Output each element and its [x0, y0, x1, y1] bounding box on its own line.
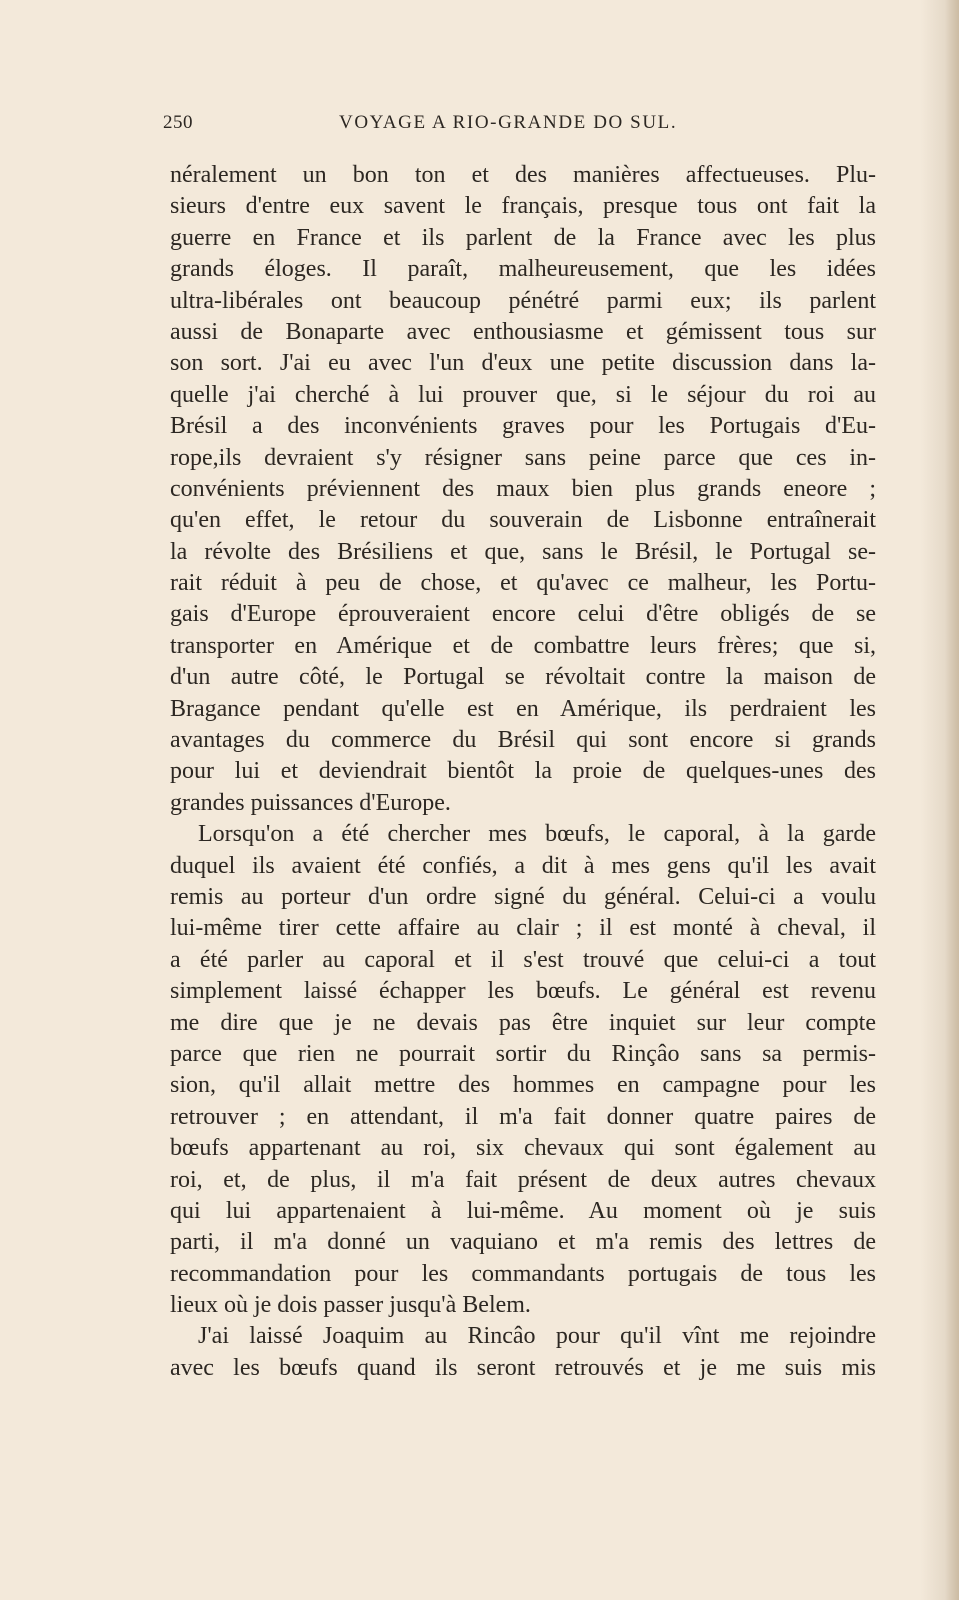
text-line-paragraph-end: grandes puissances d'Europe.	[170, 789, 451, 816]
text-line: sion, qu'il allait mettre des hommes en campagne pour les	[170, 1072, 876, 1099]
text-line: convénients préviennent des maux bien plus grands eneore ;	[170, 475, 876, 502]
text-line: avantages du commerce du Brésil qui sont encore si grands	[170, 727, 876, 754]
text-line: rope,ils devraient s'y résigner sans peine parce que ces in-	[170, 444, 876, 471]
text-line: duquel ils avaient été confiés, a dit à mes gens qu'il les avait	[170, 852, 876, 879]
text-line: guerre en France et ils parlent de la France avec les plus	[170, 224, 876, 251]
text-line: avec les bœufs quand ils seront retrouvés et je me suis mis	[170, 1354, 876, 1381]
text-line: Bragance pendant qu'elle est en Amérique, ils perdraient les	[170, 695, 876, 722]
text-line: grands éloges. Il paraît, malheureusement, que les idées	[170, 256, 876, 283]
text-line: néralement un bon ton et des manières affectueuses. Plu-	[170, 162, 876, 188]
running-header	[163, 112, 875, 142]
page-number: 250	[163, 112, 193, 133]
body-text	[170, 160, 876, 1384]
text-line: la révolte des Brésiliens et que, sans le Brésil, le Portugal se-	[170, 538, 876, 565]
page-edge-shadow	[945, 0, 959, 1600]
text-line: me dire que je ne devais pas être inquiet sur leur compte	[170, 1009, 876, 1036]
text-line: d'un autre côté, le Portugal se révoltait contre la maison de	[170, 664, 876, 691]
text-line-paragraph-start: J'ai laissé Joaquim au Rincâo pour qu'il vînt me rejoindre	[198, 1323, 876, 1350]
text-line: ultra-libérales ont beaucoup pénétré parmi eux; ils parlent	[170, 287, 876, 314]
text-line: recommandation pour les commandants portugais de tous les	[170, 1260, 876, 1287]
running-title: VOYAGE A RIO-GRANDE DO SUL.	[339, 112, 678, 133]
text-line: lui-même tirer cette affaire au clair ; il est monté à cheval, il	[170, 915, 876, 942]
text-line: retrouver ; en attendant, il m'a fait donner quatre paires de	[170, 1103, 876, 1130]
text-line: qu'en effet, le retour du souverain de Lisbonne entraînerait	[170, 507, 876, 534]
text-line: transporter en Amérique et de combattre leurs frères; que si,	[170, 632, 876, 659]
text-line-paragraph-start: Lorsqu'on a été chercher mes bœufs, le caporal, à la garde	[198, 821, 876, 848]
text-line: sieurs d'entre eux savent le français, presque tous ont fait la	[170, 193, 876, 220]
text-line: aussi de Bonaparte avec enthousiasme et gémissent tous sur	[170, 318, 876, 345]
text-line: parce que rien ne pourrait sortir du Rinçâo sans sa permis-	[170, 1040, 876, 1067]
text-line: Brésil a des inconvénients graves pour les Portugais d'Eu-	[170, 413, 876, 440]
text-line-paragraph-end: lieux où je dois passer jusqu'à Belem.	[170, 1292, 531, 1319]
text-line: gais d'Europe éprouveraient encore celui d'être obligés de se	[170, 601, 876, 628]
text-line: qui lui appartenaient à lui-même. Au moment où je suis	[170, 1197, 876, 1224]
text-line: remis au porteur d'un ordre signé du général. Celui-ci a voulu	[170, 883, 876, 910]
text-line: roi, et, de plus, il m'a fait présent de deux autres chevaux	[170, 1166, 876, 1193]
text-line: son sort. J'ai eu avec l'un d'eux une petite discussion dans la-	[170, 350, 876, 377]
text-line: a été parler au caporal et il s'est trouvé que celui-ci a tout	[170, 946, 876, 973]
text-line: bœufs appartenant au roi, six chevaux qui sont également au	[170, 1135, 876, 1162]
text-line: rait réduit à peu de chose, et qu'avec ce malheur, les Portu-	[170, 570, 876, 597]
text-line: pour lui et deviendrait bientôt la proie de quelques-unes des	[170, 758, 876, 785]
text-line: parti, il m'a donné un vaquiano et m'a remis des lettres de	[170, 1229, 876, 1256]
text-line: quelle j'ai cherché à lui prouver que, si le séjour du roi au	[170, 381, 876, 408]
text-line: simplement laissé échapper les bœufs. Le général est revenu	[170, 978, 876, 1005]
